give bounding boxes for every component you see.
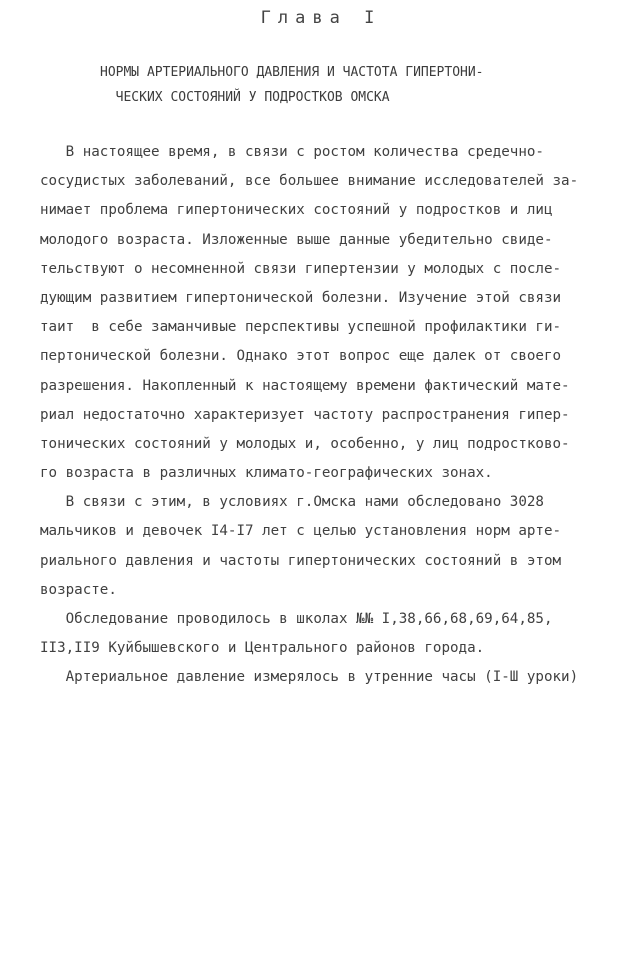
heading-line: НОРМЫ АРТЕРИАЛЬНОГО ДАВЛЕНИЯ И ЧАСТОТА ГИПЕРТОНИ- — [100, 65, 484, 80]
text-line: пертонической болезни. Однако этот вопрос еще далек от своего — [40, 348, 562, 365]
text-line: тельствуют о несомненной связи гипертензии у молодых с после- — [40, 260, 562, 277]
text-line: нимает проблема гипертонических состояний у подростков и лиц — [40, 202, 553, 219]
paragraph-2 — [40, 488, 610, 605]
text-line: II3,II9 Куйбышевского и Центрального районов города. — [40, 640, 485, 657]
text-line: дующим развитием гипертонической болезни. Изучение этой связи — [40, 289, 562, 306]
text-line: возрасте. — [40, 581, 117, 598]
text-line: таит в себе заманчивые перспективы успешной профилактики ги- — [40, 319, 562, 336]
text-line: риал недостаточно характеризует частоту распространения гипер- — [40, 406, 570, 423]
paragraph-3 — [40, 605, 610, 663]
chapter-heading — [100, 60, 484, 110]
text-line: В настоящее время, в связи с ростом количества средечно- — [40, 144, 544, 160]
heading-line: ЧЕСКИХ СОСТОЯНИЙ У ПОДРОСТКОВ ОМСКА — [100, 90, 390, 105]
chapter-title: Глава I — [260, 8, 382, 28]
text-line: разрешения. Накопленный к настоящему времени фактический мате- — [40, 377, 570, 394]
body-text — [40, 138, 610, 693]
paragraph-4 — [40, 663, 610, 692]
text-line: мальчиков и девочек I4-I7 лет с целью установления норм арте- — [40, 523, 562, 540]
text-line: Артериальное давление измерялось в утренние часы (I-Ш уроки) — [40, 669, 579, 686]
text-line: Обследование проводилось в школах №№ I,38,66,68,69,64,85, — [40, 611, 553, 627]
text-line: сосудистых заболеваний, все большее внимание исследователей за- — [40, 173, 579, 190]
text-line: В связи с этим, в условиях г.Омска нами обследовано 3028 — [40, 494, 544, 511]
text-line: го возраста в различных климато-географических зонах. — [40, 465, 493, 482]
text-line: риального давления и частоты гипертонических состояний в этом — [40, 552, 562, 569]
paragraph-1 — [40, 138, 610, 488]
text-line: молодого возраста. Изложенные выше данные убедительно свиде- — [40, 231, 553, 248]
text-line: тонических состояний у молодых и, особенно, у лиц подростково- — [40, 435, 570, 452]
